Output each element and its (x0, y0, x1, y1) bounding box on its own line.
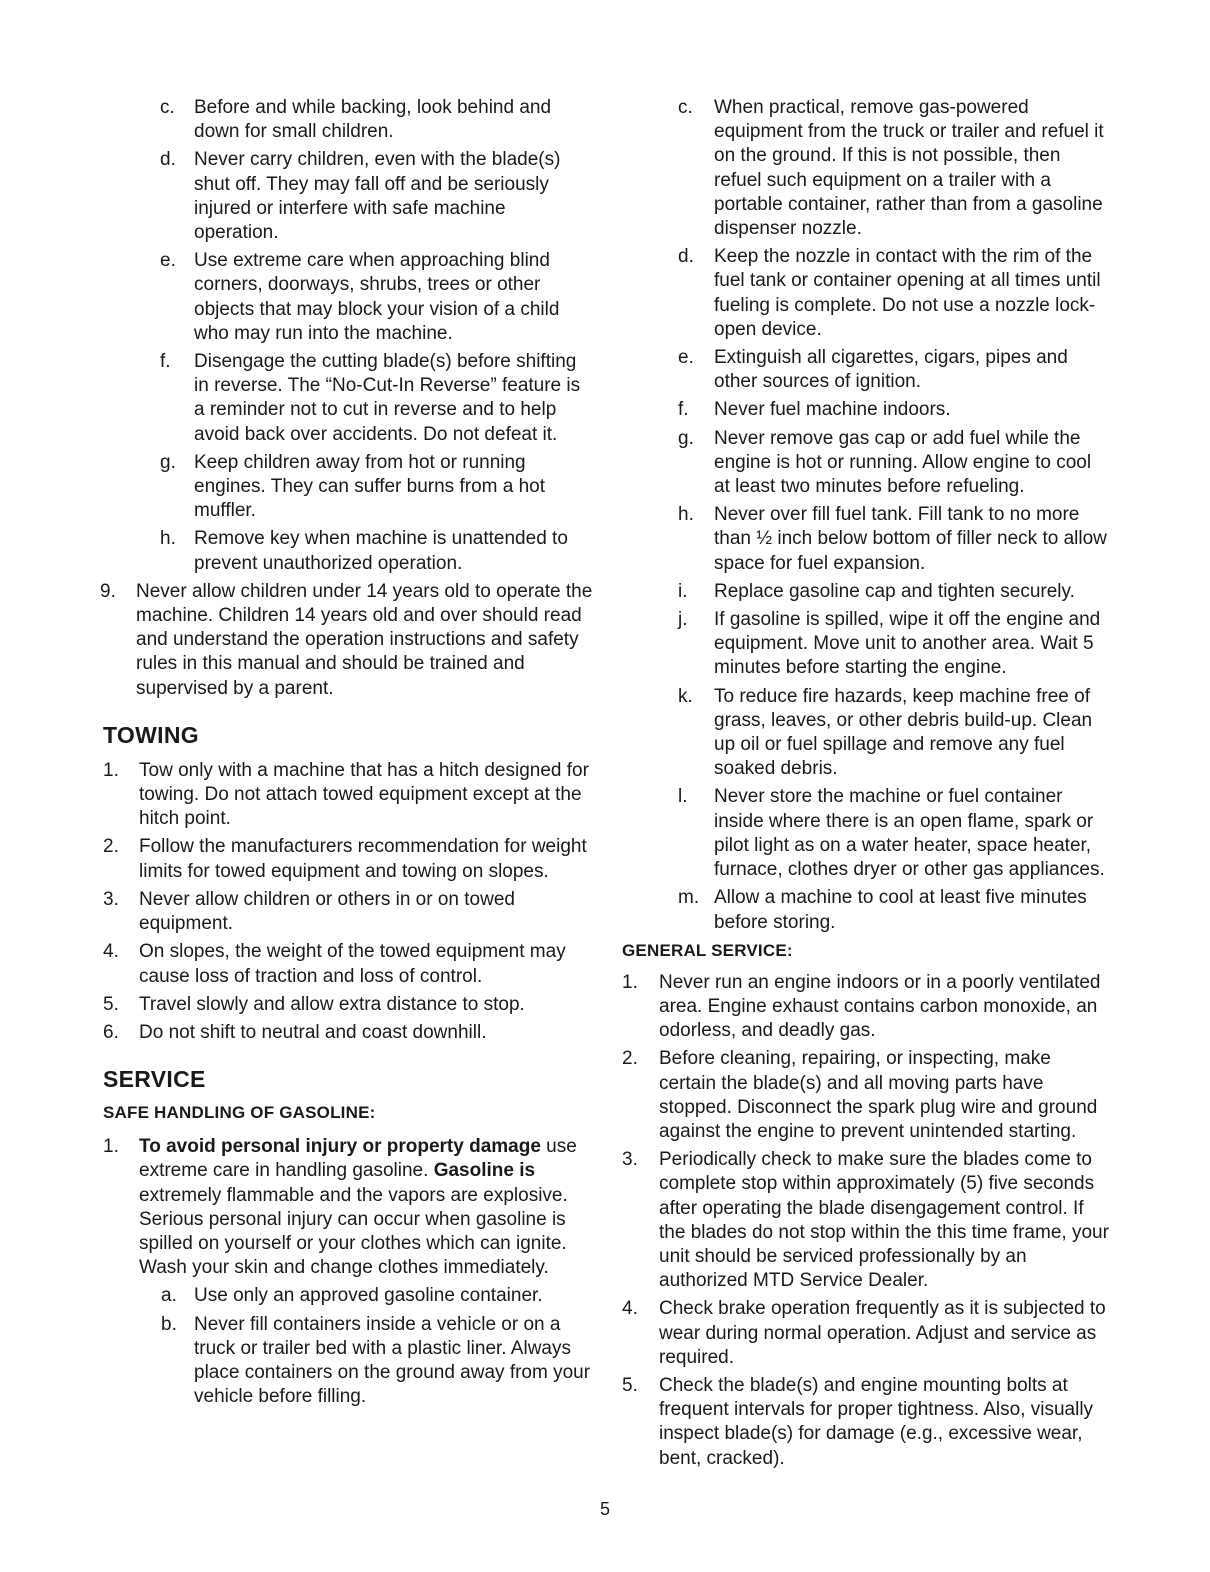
right-column (622, 96, 1112, 1475)
item-text (139, 1135, 595, 1280)
item-marker: a. (161, 1285, 177, 1307)
item-text: Never remove gas cap or add fuel while the engine is hot or running. Allow engine to cool at least two minutes before refueling. (714, 427, 1092, 498)
item-marker: 1. (103, 759, 119, 781)
item-text: Allow a machine to cool at least five minutes before storing. (714, 887, 1087, 933)
item-marker: b. (161, 1313, 177, 1335)
list-item (622, 398, 1112, 422)
list-item (622, 1297, 1112, 1370)
service-heading: SERVICE (103, 1066, 206, 1093)
item-text: Never carry children, even with the blade(s) shut off. They may fall off and be seriously injured or interfere with safe machine operation. (194, 149, 561, 244)
item-text: Tow only with a machine that has a hitch designed for towing. Do not attach towed equipment except at the hitch point. (139, 759, 589, 830)
item-marker: e. (160, 250, 176, 272)
item-marker: 1. (103, 1136, 119, 1158)
page-number: 5 (599, 1499, 610, 1519)
general-service-heading: GENERAL SERVICE: (622, 940, 793, 960)
item-text: Never fuel machine indoors. (714, 399, 951, 421)
list-item (103, 527, 595, 575)
gasoline-heading: SAFE HANDLING OF GASOLINE: (103, 1103, 376, 1123)
list-item (103, 96, 595, 144)
item-text: Periodically check to make sure the blades come to complete stop within approximately (5) five seconds after operating the blade disengagement control. If the blades do not stop within the this time frame, your unit should be serviced professionally by an authorized MTD Service Dealer. (659, 1149, 1109, 1292)
item-text: Keep the nozzle in contact with the rim of the fuel tank or container opening at all times until fueling is complete. Do not use a nozzle lock-open device. (714, 246, 1101, 340)
item-marker: 2. (622, 1048, 638, 1070)
item-text: Check brake operation frequently as it is subjected to wear during normal operation. Adjust and service as required. (659, 1298, 1106, 1368)
item-text: Never over fill fuel tank. Fill tank to no more than ½ inch below bottom of filler neck to allow space for fuel expansion. (714, 504, 1107, 574)
item-text-part: use extreme care in handling gasoline. (139, 1136, 577, 1182)
item-text: When practical, remove gas-powered equipment from the truck or trailer and refuel it on the ground. If this is not possible, then refuel such equipment on a trailer with a portable container, rather than from a gasoline dispenser nozzle. (714, 97, 1104, 240)
item-marker: g. (160, 451, 176, 473)
list-item (622, 245, 1112, 342)
item-marker: h. (160, 528, 176, 550)
list-item (622, 427, 1112, 500)
list-item (622, 1374, 1112, 1471)
item-marker: 3. (103, 888, 119, 910)
item-text: To reduce fire hazards, keep machine free of grass, leaves, or other debris build-up. Clean up oil or fuel spillage and remove any fuel soaked debris. (714, 685, 1093, 780)
item-text: Remove key when machine is unattended to prevent unauthorized operation. (194, 528, 568, 574)
item-marker: j. (678, 609, 688, 631)
item-text: Before and while backing, look behind and down for small children. (194, 97, 552, 143)
list-item (622, 503, 1112, 576)
item-marker: d. (160, 149, 176, 171)
item-text: Before cleaning, repairing, or inspecting, make certain the blade(s) and all moving parts have stopped. Disconnect the spark plug wire and ground against the engine to prevent unintended starting. (659, 1048, 1098, 1142)
item-marker: h. (678, 504, 694, 526)
item-marker: 5. (103, 993, 119, 1015)
list-item (622, 685, 1112, 782)
item-text: Never allow children or others in or on towed equipment. (139, 888, 515, 935)
item-marker: m. (678, 887, 700, 909)
list-item (103, 888, 595, 936)
item-marker: k. (678, 685, 693, 707)
bold-warning: Gasoline is (433, 1160, 536, 1182)
item-text: Never run an engine indoors or in a poorly ventilated area. Engine exhaust contains carbon monoxide, an odorless, and deadly gas. (659, 971, 1101, 1042)
item-text: Keep children away from hot or running engines. They can suffer burns from a hot muffler. (194, 451, 545, 522)
item-text: Disengage the cutting blade(s) before shifting in reverse. The “No-Cut-In Reverse” feature is a reminder not to cut in reverse and to help avoid back over accidents. Do not defeat it. (194, 351, 581, 445)
item-marker: 5. (622, 1374, 638, 1396)
item-marker: 4. (622, 1298, 638, 1320)
list-item (103, 451, 595, 524)
list-item (103, 993, 595, 1017)
item-text: Check the blade(s) and engine mounting bolts at frequent intervals for proper tightness. Also, visually inspect blade(s) for damage (e.g., excessive wear, bent, cracked). (659, 1374, 1094, 1469)
item-text-part: extremely flammable and the vapors are explosive. Serious personal injury can occur when gasoline is spilled on yourself or your clothes which can ignite. Wash your skin and change clothes immediately. (139, 1184, 568, 1279)
left-column (100, 96, 595, 1413)
list-item (103, 1313, 595, 1410)
item-marker: g. (678, 427, 694, 449)
list-item (103, 1021, 595, 1045)
item-marker: 3. (622, 1149, 638, 1171)
item-text: Do not shift to neutral and coast downhill. (139, 1021, 487, 1043)
item-marker: i. (678, 580, 688, 602)
item-marker: c. (160, 97, 175, 118)
towing-heading: TOWING (103, 721, 199, 748)
item-text: Never store the machine or fuel container inside where there is an open flame, spark or pilot light as on a water heater, space heater, furnace, clothes dryer or other gas appliances. (714, 786, 1105, 881)
item-text: Never allow children under 14 years old to operate the machine. Children 14 years old and over should read and understand the operation instructions and safety rules in this manual and should be trained and supervised by a parent. (136, 580, 593, 699)
item-text: Extinguish all cigarettes, cigars, pipes and other sources of ignition. (714, 347, 1068, 393)
list-item (622, 96, 1112, 241)
list-item (103, 940, 595, 988)
item-marker: d. (678, 246, 694, 268)
list-item (103, 1284, 595, 1308)
item-text: Use only an approved gasoline container. (194, 1285, 543, 1307)
item-text: Follow the manufacturers recommendation for weight limits for towed equipment and towing on slopes. (139, 836, 587, 882)
item-text: Travel slowly and allow extra distance to stop. (139, 993, 525, 1015)
list-item (622, 608, 1112, 681)
item-marker: c. (678, 97, 693, 118)
list-item (622, 1047, 1112, 1144)
list-item (622, 886, 1112, 934)
list-item (622, 580, 1112, 604)
list-item (103, 759, 595, 832)
item-marker: f. (160, 351, 171, 373)
list-item (103, 249, 595, 346)
list-item (622, 346, 1112, 394)
item-marker: l. (678, 786, 688, 808)
item-marker: 6. (103, 1021, 119, 1043)
list-item (622, 1148, 1112, 1293)
bold-warning: To avoid personal injury or property damage (139, 1136, 541, 1158)
item-marker: 2. (103, 836, 119, 858)
list-item (103, 835, 595, 883)
item-text: Replace gasoline cap and tighten securely. (714, 580, 1075, 602)
item-marker: f. (678, 399, 689, 421)
item-marker: 9. (100, 580, 116, 602)
list-item (103, 1135, 595, 1280)
list-item (622, 971, 1112, 1044)
item-marker: 1. (622, 971, 638, 993)
item-text: On slopes, the weight of the towed equipment may cause loss of traction and loss of control. (139, 941, 566, 987)
item-marker: 4. (103, 941, 119, 963)
item-text: Never fill containers inside a vehicle or on a truck or trailer bed with a plastic liner. Always place containers on the ground away from your vehicle before filling. (194, 1313, 591, 1408)
item-marker: e. (678, 347, 694, 369)
list-item (100, 580, 595, 701)
list-item (622, 785, 1112, 882)
item-text: Use extreme care when approaching blind corners, doorways, shrubs, trees or other objects that may block your vision of a child who may run into the machine. (194, 250, 560, 344)
item-text: If gasoline is spilled, wipe it off the engine and equipment. Move unit to another area. Wait 5 minutes before starting the engine. (714, 609, 1101, 679)
list-item (103, 148, 595, 245)
list-item (103, 350, 595, 447)
